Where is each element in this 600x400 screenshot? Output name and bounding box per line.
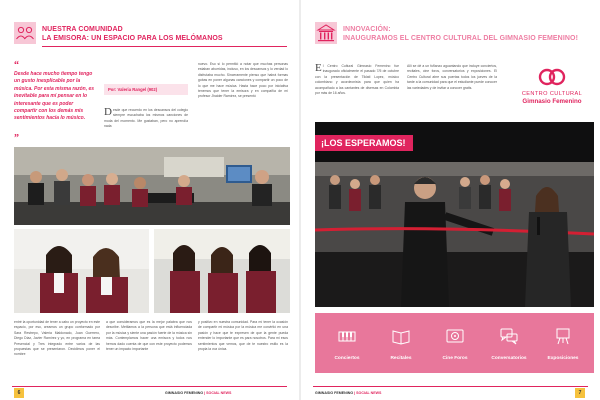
footer-brand: GIMNASIO FEMENINO <box>165 391 204 395</box>
quote-close-mark: ” <box>14 133 19 144</box>
footer-label: GIMNASIO FEMENINO | SOCIAL NEWS <box>165 391 232 395</box>
page-title <box>343 25 578 43</box>
body-text: l Centro Cultural Gimnasio Femenino fue inaugurado oficialmente el pasado 7/5 de octubre con la presentación de Tiklati Lopez, músico colombiano y acordeonista para que quien ha acompañado a las cantantes de diversas en Colombia por más de 16 años. <box>315 64 399 96</box>
logo-text-top: CENTRO CULTURAL <box>521 91 583 97</box>
footer-rule <box>313 386 588 387</box>
left-page <box>0 0 299 400</box>
quote-open-mark: “ <box>14 60 19 71</box>
logo-text-bottom: Gimnasio Femenino <box>522 98 582 105</box>
article-title: INAUGURAMOS EL CENTRO CULTURAL DEL GIMNASIO FEMENINO! <box>343 35 579 42</box>
service-conciertos <box>321 313 373 373</box>
bottom-column-3: y positivo en nuestra comunidad. Para mí tener la ocasión de compartir mi música por la música me convirtió en una pasión y hace que te expresen de que la gente pueda entender lo importante que es para nosotros. Para mí esos sentimientos que vemos, que de te nuestro estilo es la propia la voz única. <box>198 320 288 352</box>
easel-icon <box>553 326 573 346</box>
pull-quote: Desde hace mucho tiempo tengo un gusto inexplicable por la música. Por esta misma razón, es inevitable para mí pensar en lo interesante que es poder compartir con los demás mis sentimientos hacia lo músico. <box>14 71 95 122</box>
piano-icon <box>337 326 357 346</box>
chat-icon <box>499 326 519 346</box>
radio-studio-photo <box>14 147 290 225</box>
bottom-column-2: a que consideramos que es la mejor palabra que nos describe. Metilamos a la persona que está influenciada por la música y siente una pasión fuerte de la música sin más. Contemplamos hacer una emisora y todos nos hemos dado cuenta de que con este proyecto podemos tener un impacto importante <box>106 320 192 352</box>
bottom-column-1: entré la oportunidad de tener a cabo un proyecto en este espacio, por eso, creamos un grupo conformado por Sara Restrepo, Valeria Maldonado, Juan Guerrero, Diego Díaz, Javier Ramírez y yo, en programa en tarea Presencial y Tres integrado entre varios de las propuestas que se presentaron. Decidimos poner el nombre <box>14 320 100 357</box>
footer-label: GIMNASIO FEMENINO | SOCIAL NEWS <box>315 391 382 395</box>
page-number: 6 <box>14 388 24 398</box>
building-icon <box>315 22 337 44</box>
page-footer <box>0 386 299 400</box>
article-title: LA EMISORA: UN ESPACIO PARA LOS MELÓMANOS <box>42 35 223 42</box>
service-label: Exposiciones <box>547 356 579 361</box>
service-exposiciones <box>537 313 589 373</box>
service-label: Conciertos <box>334 356 360 361</box>
footer-rule <box>12 386 287 387</box>
service-cine-foros <box>429 313 481 373</box>
logo-mark-icon <box>537 68 567 86</box>
students-photo-left <box>14 229 149 313</box>
header-rule <box>42 46 287 47</box>
dropcap: E <box>315 64 322 74</box>
centro-cultural-logo <box>509 68 595 114</box>
author-byline: Por: Valeria Rangel (902) <box>104 84 188 95</box>
body-column-3: nuevo. Eso sí lo permitió a notar que muchas personas estaban aburridas, incluso, en los descansos y lo verdad lo disfrutaba mucho. Sinceramente pienso que habrá formas gobas en poner algunas canciones y compartir un poco de lo que me hace música. Hasta hace poco por iniciativa tenemos que tener la emisora y en compañía de mi profesor Jhaider Ramírez, se presentó <box>198 62 288 99</box>
body-column-1 <box>315 64 399 116</box>
section-label: INNOVACIÓN: <box>343 26 391 33</box>
service-recitales <box>375 313 427 373</box>
students-photo-right <box>154 229 290 313</box>
service-conversatorios <box>483 313 535 373</box>
footer-brand: GIMNASIO FEMENINO <box>315 391 354 395</box>
dropcap: D <box>104 108 112 118</box>
footer-section: SOCIAL NEWS <box>206 391 232 395</box>
body-column-2 <box>104 108 188 140</box>
ribbon-cutting-photo <box>315 122 594 307</box>
book-icon <box>391 326 411 346</box>
page-footer <box>301 386 600 400</box>
people-icon <box>14 22 36 44</box>
body-text: esde que recuerdo en los descansos del colegio siempre escuchaba los mismos canciones de moda del momento. Me gustaban, pero no aprendía nada <box>104 108 188 129</box>
film-icon <box>445 326 465 346</box>
promo-banner: ¡LOS ESPERAMOS! <box>315 135 413 151</box>
page-number: 7 <box>575 388 585 398</box>
right-page <box>301 0 600 400</box>
footer-section: SOCIAL NEWS <box>356 391 382 395</box>
services-strip <box>315 313 594 373</box>
page-title <box>42 25 223 43</box>
service-label: Cine Foros <box>442 356 468 361</box>
body-column-2: Allí se dé a un fuflanzo aguantando que incluye conciertos, recitales, cine foros, conversatorios y exposiciones. El Centro Cultural abre sus puertas todos los jueves de la tarde a la comunidad para que el estudiante puede conocer las variedades y de invitar a conocer gratis. <box>407 64 497 90</box>
service-label: Conversatorios <box>491 356 527 361</box>
section-label: NUESTRA COMUNIDAD <box>42 26 123 33</box>
service-label: Recitales <box>390 356 412 361</box>
